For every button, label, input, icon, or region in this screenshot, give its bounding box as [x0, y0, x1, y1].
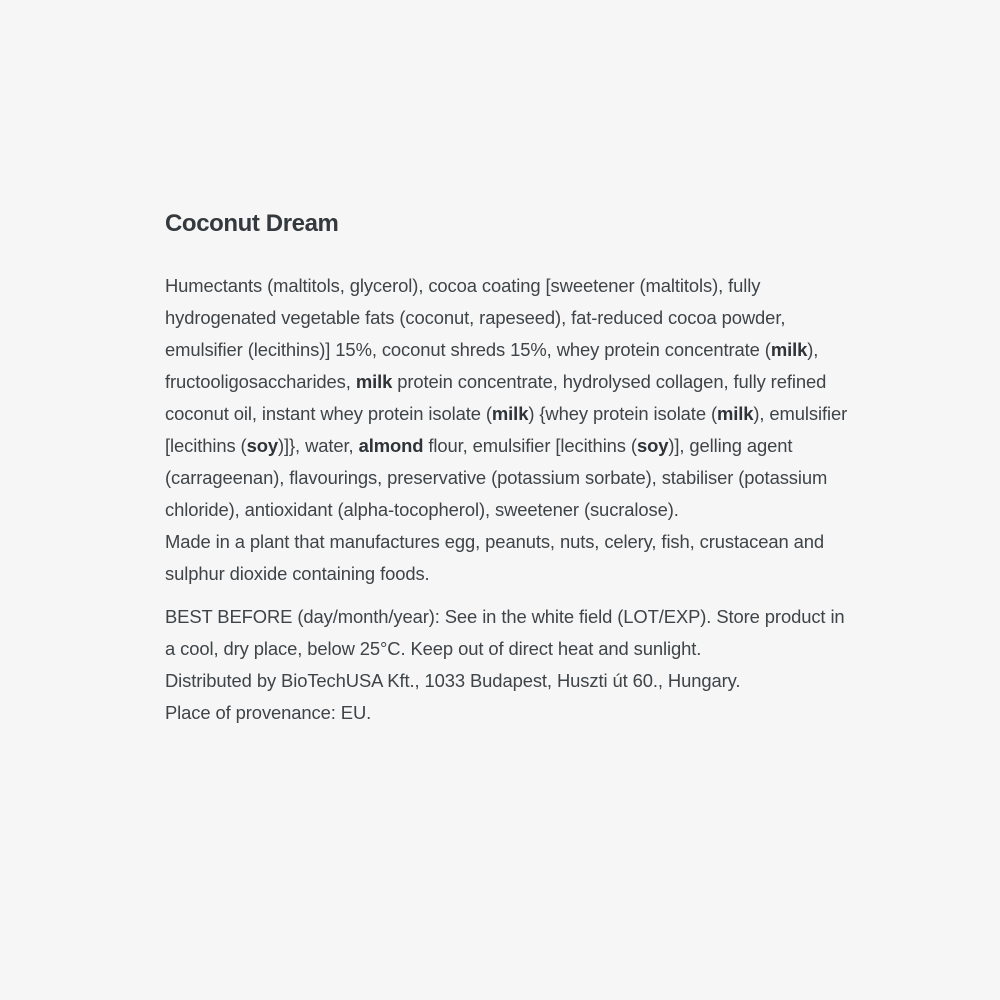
allergen-milk: milk [716, 403, 754, 424]
allergen-milk: milk [491, 403, 529, 424]
allergen-soy: soy [636, 435, 669, 456]
ingredient-segment: flour, emulsifier [lecithins ( [423, 435, 637, 456]
ingredient-segment: Humectants (maltitols, glycerol), cocoa coating [sweetener (maltitols), fully hydrogenated vegetable fats (coconut, rapeseed), fat-reduced cocoa powder, emulsifier (lecithins)] 15%, coconut shreds 15%, whey protein concentrate ( [165, 275, 786, 360]
provenance-info: Place of provenance: EU. [165, 702, 372, 723]
allergen-milk: milk [770, 339, 808, 360]
ingredient-segment: )], gelling agent (carrageenan), flavourings, preservative (potassium sorbate), stabiliser (potassium chloride), antioxidant (alpha-tocopherol), sweetener (sucralose). [165, 435, 828, 520]
allergen-almond: almond [358, 435, 424, 456]
product-title: Coconut Dream [165, 210, 339, 237]
distributor-info: Distributed by BioTechUSA Kft., 1033 Budapest, Huszti út 60., Hungary. [165, 670, 741, 691]
ingredient-segment: )]}, water, [277, 435, 359, 456]
product-info-content [165, 206, 855, 729]
allergen-soy: soy [246, 435, 278, 456]
allergen-milk: milk [355, 371, 393, 392]
allergen-note: Made in a plant that manufactures egg, peanuts, nuts, celery, fish, crustacean and sulphur dioxide containing foods. [165, 531, 825, 584]
ingredient-segment: ), emulsifier [lecithins ( [165, 403, 848, 456]
ingredient-segment: protein concentrate, hydrolysed collagen, fully refined coconut oil, instant whey protein isolate ( [165, 371, 827, 424]
storage-info: BEST BEFORE (day/month/year): See in the white field (LOT/EXP). Store product in a cool, dry place, below 25°C. Keep out of direct heat and sunlight. [165, 606, 845, 659]
ingredient-segment: ), fructooligosaccharides, [165, 339, 819, 392]
ingredient-segment: ) {whey protein isolate ( [528, 403, 717, 424]
ingredients-text [165, 270, 855, 526]
